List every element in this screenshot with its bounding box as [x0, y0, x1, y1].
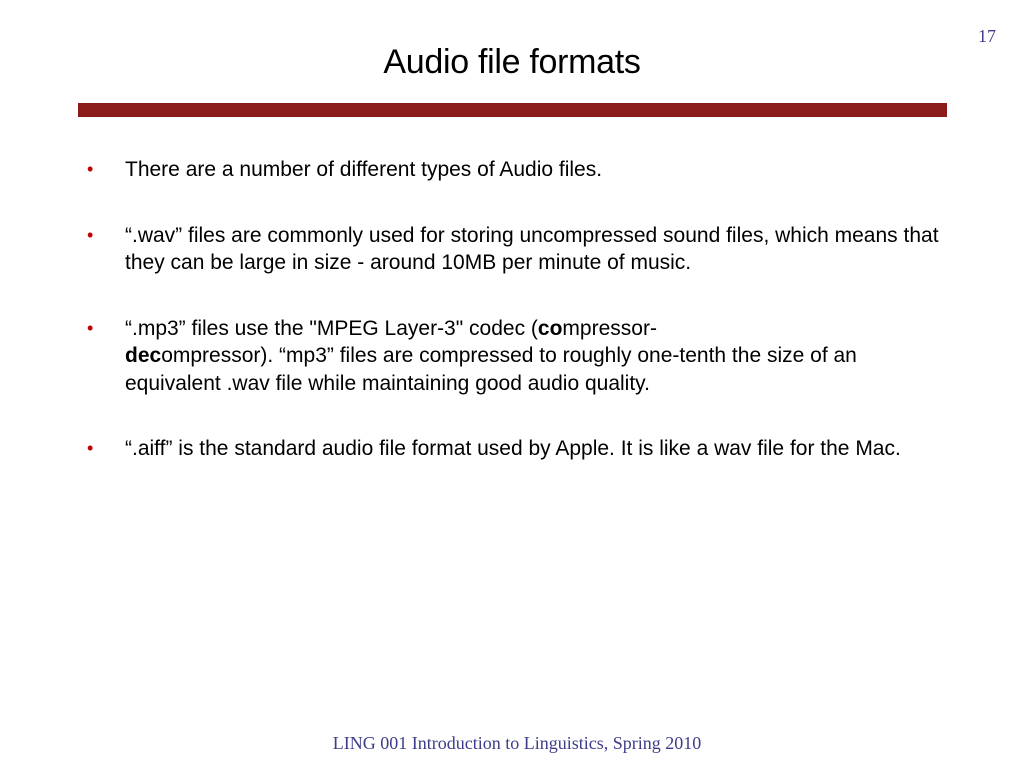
bullet-icon: • [87, 159, 94, 179]
bullet-text-segment: “.mp3” files use the "MPEG Layer-3" codec ( [125, 316, 538, 340]
bullet-item [80, 222, 950, 277]
bullet-list [80, 156, 950, 501]
footer-course-label: LING 001 Introduction to Linguistics, Spring 2010 [332, 733, 702, 753]
bold-emphasis: dec [125, 344, 162, 367]
slide-title: Audio file formats [383, 43, 641, 81]
bullet-item [80, 435, 950, 463]
bullet-text: There are a number of different types of Audio files. [125, 158, 603, 181]
title-divider-bar [78, 103, 947, 117]
bullet-text [125, 317, 857, 395]
bullet-item [80, 315, 950, 398]
page-number: 17 [978, 26, 996, 46]
bullet-text-segment: ompressor). “mp3” files are compressed to roughly one-tenth the size of an equivalent .wav file while maintaining good audio quality. [125, 344, 857, 395]
bullet-item [80, 156, 950, 184]
bullet-icon: • [87, 224, 94, 245]
bullet-text: “.wav” files are commonly used for storing uncompressed sound files, which means that they can be large in size - around 10MB per minute of music. [125, 223, 939, 274]
bullet-text-segment: mpressor- [562, 316, 657, 340]
bullet-icon: • [87, 438, 94, 458]
bold-emphasis: co [537, 316, 563, 340]
bullet-text: “.aiff” is the standard audio file format used by Apple. It is like a wav file for the Mac. [125, 437, 901, 460]
bullet-icon: • [87, 317, 94, 338]
